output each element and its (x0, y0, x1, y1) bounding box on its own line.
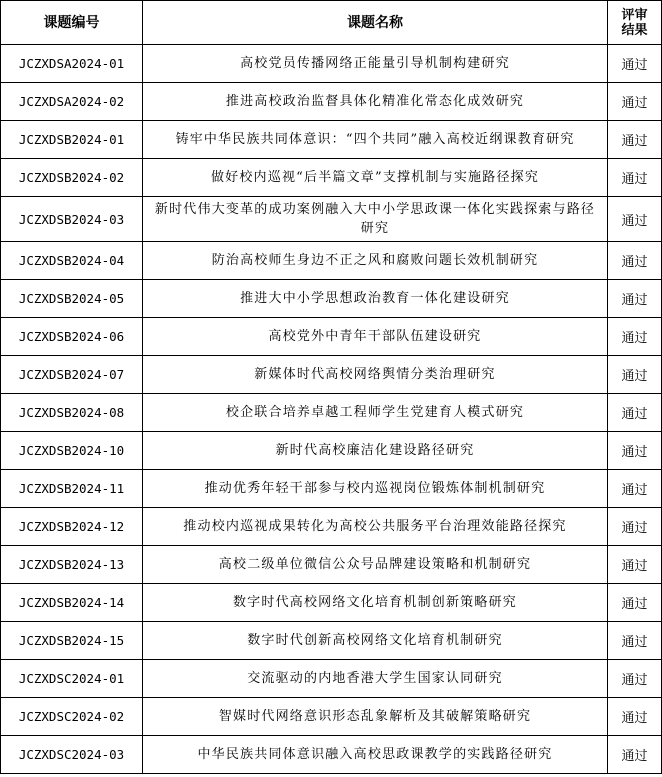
table-row (1, 622, 662, 660)
header-result-line2: 结果 (621, 22, 648, 38)
table-row (1, 432, 662, 470)
row-name: 高校党员传播网络正能量引导机制构建研究 (143, 45, 608, 83)
row-result: 通过 (608, 356, 662, 394)
row-result: 通过 (608, 470, 662, 508)
row-result: 通过 (608, 736, 662, 774)
row-code: JCZXDSA2024-02 (1, 83, 143, 121)
row-result: 通过 (608, 584, 662, 622)
row-result: 通过 (608, 660, 662, 698)
row-code: JCZXDSB2024-02 (1, 159, 143, 197)
row-code: JCZXDSB2024-01 (1, 121, 143, 159)
table-row (1, 546, 662, 584)
header-code: 课题编号 (1, 1, 143, 45)
table-row (1, 159, 662, 197)
row-name: 数字时代创新高校网络文化培育机制研究 (143, 622, 608, 660)
row-name: 推动校内巡视成果转化为高校公共服务平台治理效能路径探究 (143, 508, 608, 546)
row-result: 通过 (608, 280, 662, 318)
row-result: 通过 (608, 318, 662, 356)
row-result: 通过 (608, 546, 662, 584)
row-code: JCZXDSB2024-10 (1, 432, 143, 470)
table-row (1, 394, 662, 432)
row-result: 通过 (608, 197, 662, 242)
row-code: JCZXDSC2024-01 (1, 660, 143, 698)
row-name: 高校二级单位微信公众号品牌建设策略和机制研究 (143, 546, 608, 584)
row-name: 智媒时代网络意识形态乱象解析及其破解策略研究 (143, 698, 608, 736)
row-name: 推进高校政治监督具体化精准化常态化成效研究 (143, 83, 608, 121)
row-code: JCZXDSB2024-06 (1, 318, 143, 356)
row-code: JCZXDSB2024-07 (1, 356, 143, 394)
row-code: JCZXDSB2024-05 (1, 280, 143, 318)
table-row (1, 242, 662, 280)
row-code: JCZXDSA2024-01 (1, 45, 143, 83)
row-result: 通过 (608, 83, 662, 121)
table-row (1, 698, 662, 736)
header-result (608, 1, 662, 45)
table-row (1, 121, 662, 159)
row-name: 新媒体时代高校网络舆情分类治理研究 (143, 356, 608, 394)
row-result: 通过 (608, 45, 662, 83)
row-code: JCZXDSB2024-12 (1, 508, 143, 546)
table-row (1, 83, 662, 121)
row-name: 新时代高校廉洁化建设路径研究 (143, 432, 608, 470)
table-row (1, 197, 662, 242)
row-result: 通过 (608, 242, 662, 280)
row-code: JCZXDSB2024-04 (1, 242, 143, 280)
row-name: 铸牢中华民族共同体意识：“四个共同”融入高校近纲课教育研究 (143, 121, 608, 159)
row-name: 交流驱动的内地香港大学生国家认同研究 (143, 660, 608, 698)
row-code: JCZXDSC2024-03 (1, 736, 143, 774)
row-result: 通过 (608, 159, 662, 197)
table-row (1, 736, 662, 774)
row-code: JCZXDSB2024-15 (1, 622, 143, 660)
row-code: JCZXDSB2024-13 (1, 546, 143, 584)
row-result: 通过 (608, 622, 662, 660)
table-row (1, 470, 662, 508)
table-row (1, 280, 662, 318)
row-result: 通过 (608, 432, 662, 470)
header-row (1, 1, 662, 45)
table-row (1, 660, 662, 698)
row-name: 新时代伟大变革的成功案例融入大中小学思政课一体化实践探索与路径研究 (143, 197, 608, 242)
row-code: JCZXDSC2024-02 (1, 698, 143, 736)
table-row (1, 508, 662, 546)
row-name: 校企联合培养卓越工程师学生党建育人模式研究 (143, 394, 608, 432)
row-code: JCZXDSB2024-14 (1, 584, 143, 622)
row-name: 高校党外中青年干部队伍建设研究 (143, 318, 608, 356)
row-result: 通过 (608, 394, 662, 432)
row-result: 通过 (608, 698, 662, 736)
row-code: JCZXDSB2024-08 (1, 394, 143, 432)
row-result: 通过 (608, 508, 662, 546)
row-name: 做好校内巡视“后半篇文章”支撑机制与实施路径探究 (143, 159, 608, 197)
row-name: 防治高校师生身边不正之风和腐败问题长效机制研究 (143, 242, 608, 280)
table-row (1, 584, 662, 622)
table-body (1, 45, 662, 774)
header-result-line1: 评审 (621, 7, 648, 23)
row-result: 通过 (608, 121, 662, 159)
header-name: 课题名称 (143, 1, 608, 45)
table-row (1, 356, 662, 394)
table-row (1, 318, 662, 356)
row-name: 数字时代高校网络文化培育机制创新策略研究 (143, 584, 608, 622)
row-code: JCZXDSB2024-11 (1, 470, 143, 508)
row-name: 推进大中小学思想政治教育一体化建设研究 (143, 280, 608, 318)
row-name: 中华民族共同体意识融入高校思政课教学的实践路径研究 (143, 736, 608, 774)
row-name: 推动优秀年轻干部参与校内巡视岗位锻炼体制机制研究 (143, 470, 608, 508)
table-row (1, 45, 662, 83)
row-code: JCZXDSB2024-03 (1, 197, 143, 242)
